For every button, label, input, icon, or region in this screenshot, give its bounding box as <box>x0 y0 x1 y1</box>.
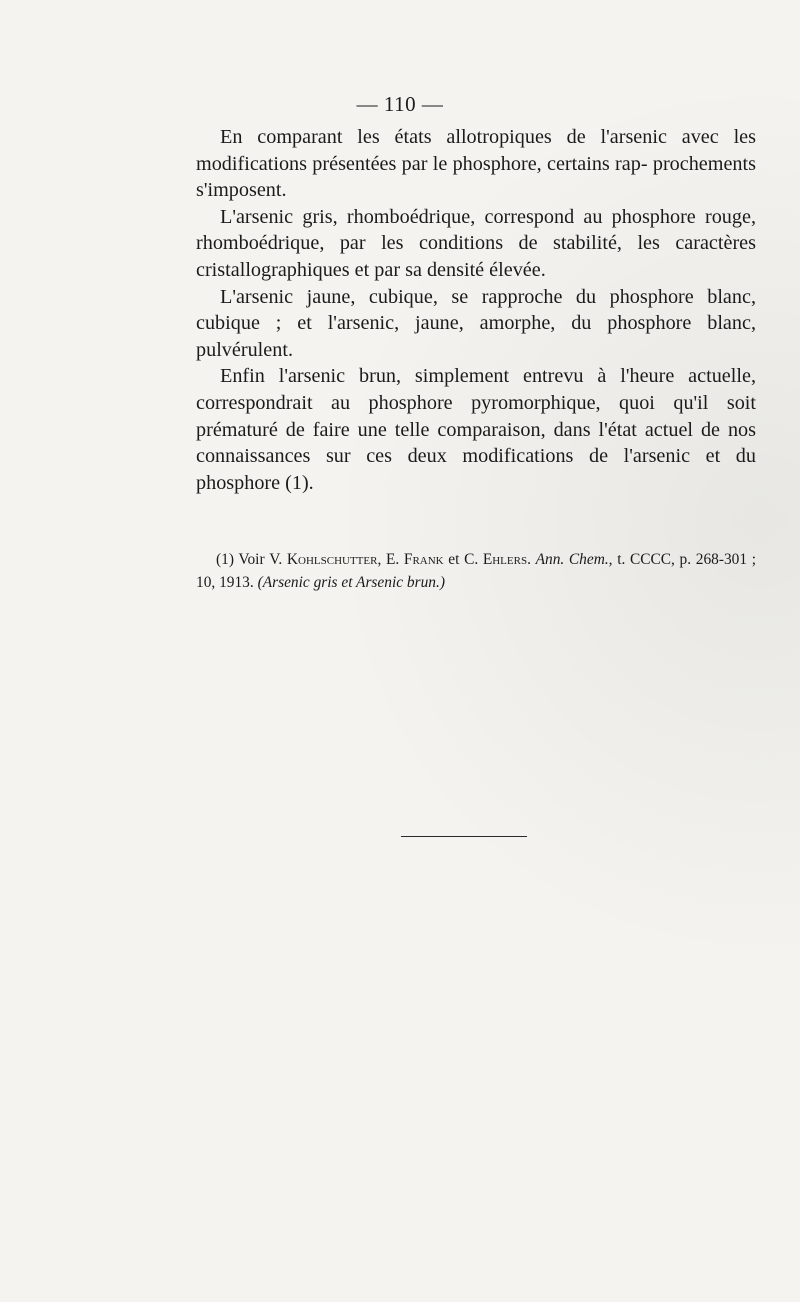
footnote-voir: Voir <box>238 551 265 568</box>
footnote-title: (Arsenic gris et Arsenic brun.) <box>257 574 445 591</box>
paragraph-2: L'arsenic gris, rhomboédrique, correspond au phosphore rouge, rhomboédrique, par les conditions de stabilité, les caractères cristallographiques et par sa densité élevée. <box>196 205 756 281</box>
footnote <box>196 548 756 594</box>
body-text <box>196 124 756 496</box>
paragraph-1: En comparant les états allotropiques de l'arsenic avec les modifications présentées par le phosphore, certains rap- prochements s'imposent. <box>196 126 756 202</box>
footnote-marker: (1) <box>216 551 234 568</box>
footnote-journal: Ann. Chem., <box>535 551 613 568</box>
footnote-text <box>196 548 756 594</box>
end-rule <box>401 836 527 837</box>
footnote-author-1: V. Kohlschutter, <box>269 551 382 568</box>
paragraph-3: L'arsenic jaune, cubique, se rapproche du phosphore blanc, cubique ; et l'arsenic, jaune, amorphe, du phosphore blanc, pulvérulent. <box>196 285 756 361</box>
page-number: — 110 — <box>356 92 444 116</box>
paragraph-4: Enfin l'arsenic brun, simplement entrevu à l'heure actuelle, correspondrait au phosphore pyromorphique, quoi qu'il soit prématuré de faire une telle comparaison, dans l'état actuel de nos connaissances sur ces deux modifications de l'arsenic et du phosphore (1). <box>196 365 756 494</box>
footnote-et: et <box>448 551 460 568</box>
footnote-author-2: E. Frank <box>385 551 444 568</box>
footnote-reference: t. CCCC, p. 268-301 ; 10, 1913. <box>196 551 756 591</box>
footnote-author-3: C. Ehlers. <box>464 551 531 568</box>
